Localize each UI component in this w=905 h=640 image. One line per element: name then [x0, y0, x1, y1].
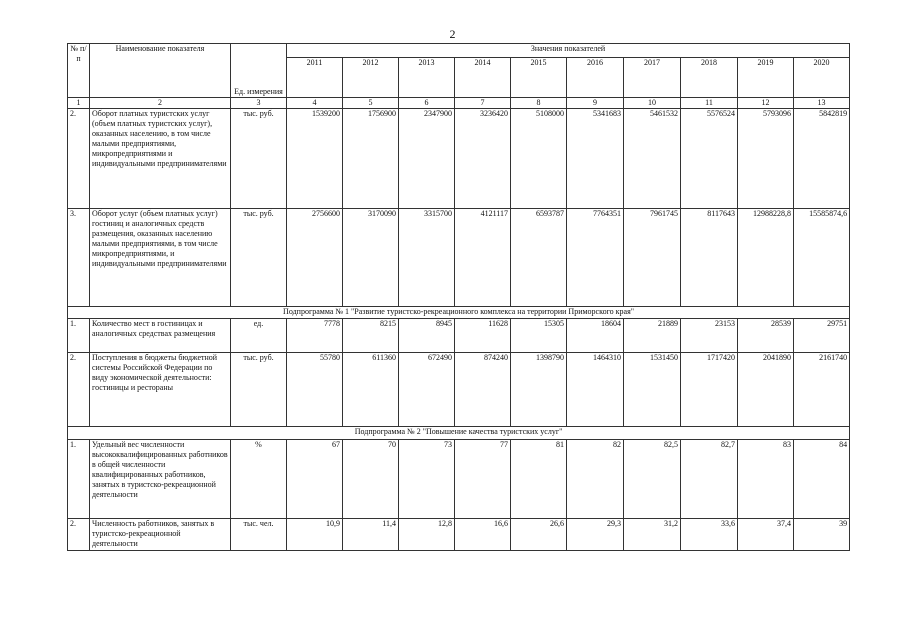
- value-cell: 5793096: [738, 109, 794, 209]
- page-number: 2: [449, 27, 456, 41]
- value-cell: 6593787: [511, 209, 567, 307]
- column-number: 9: [567, 98, 624, 109]
- year-header: 2012: [343, 58, 399, 98]
- value-cell: 8945: [399, 319, 455, 353]
- year-header: 2011: [287, 58, 343, 98]
- value-cell: 70: [343, 440, 399, 519]
- value-cell: 1531450: [624, 353, 681, 427]
- value-cell: 82: [567, 440, 624, 519]
- row-number: 2.: [68, 109, 90, 209]
- value-cell: 3236420: [455, 109, 511, 209]
- value-cell: 672490: [399, 353, 455, 427]
- value-cell: 15585874,6: [794, 209, 850, 307]
- value-cell: 15305: [511, 319, 567, 353]
- table-row: [68, 519, 850, 551]
- year-header: 2019: [738, 58, 794, 98]
- value-cell: 73: [399, 440, 455, 519]
- value-cell: 28539: [738, 319, 794, 353]
- row-number: 1.: [68, 319, 90, 353]
- subprogram-title: Подпрограмма № 1 "Развитие туристско-рекреационного комплекса на территории Приморского края": [68, 307, 850, 319]
- indicator-name: Оборот платных туристских услуг (объем платных туристских услуг), оказанных населению, в том числе малыми предприятиями, микропредприятиями и индивидуальными предпринимателями: [90, 109, 231, 209]
- column-number: 2: [90, 98, 231, 109]
- row-number: 2.: [68, 519, 90, 551]
- value-cell: 5461532: [624, 109, 681, 209]
- value-cell: 10,9: [287, 519, 343, 551]
- value-cell: 3315700: [399, 209, 455, 307]
- value-cell: 1464310: [567, 353, 624, 427]
- row-number: 3.: [68, 209, 90, 307]
- year-header: 2020: [794, 58, 850, 98]
- value-cell: 1539200: [287, 109, 343, 209]
- unit-cell: %: [231, 440, 287, 519]
- header-name: Наименование показателя: [90, 44, 231, 98]
- value-cell: 12,8: [399, 519, 455, 551]
- indicator-name: Оборот услуг (объем платных услуг) гостиниц и аналогичных средств размещения, оказанных населению малыми предприятиями, в том числе микропредприятиями, и индивидуальными предпринимателями: [90, 209, 231, 307]
- subprogram-title: Подпрограмма № 2 "Повышение качества туристских услуг": [68, 427, 850, 440]
- value-cell: 7764351: [567, 209, 624, 307]
- value-cell: 12988228,8: [738, 209, 794, 307]
- value-cell: 1398790: [511, 353, 567, 427]
- value-cell: 29,3: [567, 519, 624, 551]
- subprogram-row: [68, 307, 850, 319]
- value-cell: 2041890: [738, 353, 794, 427]
- value-cell: 11628: [455, 319, 511, 353]
- value-cell: 33,6: [681, 519, 738, 551]
- row-number: 1.: [68, 440, 90, 519]
- value-cell: 37,4: [738, 519, 794, 551]
- table-row: [68, 353, 850, 427]
- value-cell: 1756900: [343, 109, 399, 209]
- value-cell: 611360: [343, 353, 399, 427]
- value-cell: 11,4: [343, 519, 399, 551]
- value-cell: 26,6: [511, 519, 567, 551]
- value-cell: 21889: [624, 319, 681, 353]
- header-values: Значения показателей: [287, 44, 850, 58]
- header-num: № п/п: [68, 44, 90, 98]
- column-number: 12: [738, 98, 794, 109]
- value-cell: 31,2: [624, 519, 681, 551]
- value-cell: 8117643: [681, 209, 738, 307]
- column-number: 1: [68, 98, 90, 109]
- table-row: [68, 209, 850, 307]
- unit-cell: тыс. руб.: [231, 209, 287, 307]
- value-cell: 23153: [681, 319, 738, 353]
- value-cell: 82,7: [681, 440, 738, 519]
- value-cell: 77: [455, 440, 511, 519]
- row-number: 2.: [68, 353, 90, 427]
- table-row: [68, 440, 850, 519]
- value-cell: 55780: [287, 353, 343, 427]
- column-number: 5: [343, 98, 399, 109]
- value-cell: 84: [794, 440, 850, 519]
- column-number: 3: [231, 98, 287, 109]
- header-unit: Ед. измерения: [231, 44, 287, 98]
- subprogram-row: [68, 427, 850, 440]
- column-number: 6: [399, 98, 455, 109]
- value-cell: 5108000: [511, 109, 567, 209]
- value-cell: 2161740: [794, 353, 850, 427]
- year-header: 2017: [624, 58, 681, 98]
- column-number: 10: [624, 98, 681, 109]
- value-cell: 4121117: [455, 209, 511, 307]
- value-cell: 29751: [794, 319, 850, 353]
- value-cell: 67: [287, 440, 343, 519]
- value-cell: 5341683: [567, 109, 624, 209]
- value-cell: 874240: [455, 353, 511, 427]
- unit-cell: ед.: [231, 319, 287, 353]
- column-number: 13: [794, 98, 850, 109]
- value-cell: 81: [511, 440, 567, 519]
- value-cell: 7778: [287, 319, 343, 353]
- column-number: 4: [287, 98, 343, 109]
- unit-cell: тыс. чел.: [231, 519, 287, 551]
- unit-cell: тыс. руб.: [231, 109, 287, 209]
- value-cell: 16,6: [455, 519, 511, 551]
- value-cell: 18604: [567, 319, 624, 353]
- year-header: 2018: [681, 58, 738, 98]
- indicator-name: Количество мест в гостиницах и аналогичных средствах размещения: [90, 319, 231, 353]
- value-cell: 7961745: [624, 209, 681, 307]
- value-cell: 5576524: [681, 109, 738, 209]
- indicator-name: Численность работников, занятых в туристско-рекреационной деятельности: [90, 519, 231, 551]
- value-cell: 39: [794, 519, 850, 551]
- value-cell: 2347900: [399, 109, 455, 209]
- unit-cell: тыс. руб.: [231, 353, 287, 427]
- value-cell: 83: [738, 440, 794, 519]
- value-cell: 8215: [343, 319, 399, 353]
- value-cell: 3170090: [343, 209, 399, 307]
- year-header: 2015: [511, 58, 567, 98]
- table-row: [68, 319, 850, 353]
- value-cell: 5842819: [794, 109, 850, 209]
- column-number: 11: [681, 98, 738, 109]
- indicator-name: Поступления в бюджеты бюджетной системы Российской Федерации по виду экономической деятельности: гостиницы и рестораны: [90, 353, 231, 427]
- year-header: 2013: [399, 58, 455, 98]
- column-number: 7: [455, 98, 511, 109]
- value-cell: 2756600: [287, 209, 343, 307]
- table-row: [68, 109, 850, 209]
- column-number: 8: [511, 98, 567, 109]
- value-cell: 1717420: [681, 353, 738, 427]
- value-cell: 82,5: [624, 440, 681, 519]
- year-header: 2016: [567, 58, 624, 98]
- indicator-name: Удельный вес численности высококвалифицированных работников в общей численности квалифицированных работников, занятых в туристско-рекреационной деятельности: [90, 440, 231, 519]
- indicators-table: [67, 43, 850, 551]
- year-header: 2014: [455, 58, 511, 98]
